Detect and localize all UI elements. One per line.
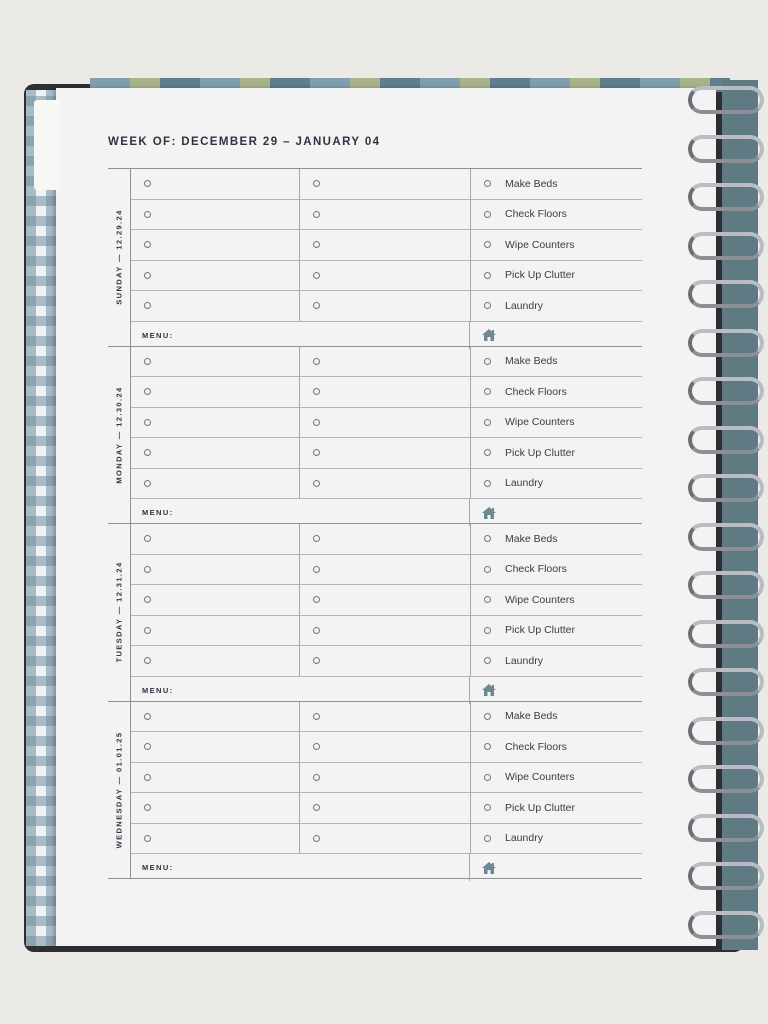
circle-bullet-icon[interactable]: [313, 358, 320, 365]
chore-cell[interactable]: [471, 261, 642, 291]
day-section: [108, 168, 642, 346]
planner-row: [131, 702, 642, 733]
menu-row: [131, 854, 642, 881]
page-tab: [34, 100, 60, 190]
entry-cell[interactable]: [131, 169, 300, 199]
chore-cell[interactable]: [471, 793, 642, 823]
entry-cell[interactable]: [131, 763, 300, 793]
day-label-column: [108, 347, 131, 524]
chore-cell[interactable]: [471, 555, 642, 585]
circle-bullet-icon[interactable]: [313, 566, 320, 573]
spiral-ring: [688, 377, 764, 405]
planner-row: [131, 169, 642, 200]
circle-bullet-icon[interactable]: [313, 535, 320, 542]
chore-cell[interactable]: [471, 438, 642, 468]
planner-row: [131, 438, 642, 469]
chore-cell[interactable]: [471, 524, 642, 554]
entry-cell[interactable]: [300, 616, 471, 646]
circle-bullet-icon[interactable]: [313, 241, 320, 248]
spiral-ring: [688, 814, 764, 842]
entry-cell[interactable]: [131, 793, 300, 823]
entry-cell[interactable]: [300, 824, 471, 854]
spiral-ring: [688, 183, 764, 211]
chore-cell[interactable]: [471, 408, 642, 438]
entry-cell[interactable]: [131, 702, 300, 732]
chore-label: Wipe Counters: [505, 416, 575, 429]
planner-row: [131, 408, 642, 439]
chore-label: Laundry: [505, 477, 543, 490]
planner-row: [131, 793, 642, 824]
circle-bullet-icon[interactable]: [144, 388, 151, 395]
entry-cell[interactable]: [131, 408, 300, 438]
entry-cell[interactable]: [131, 585, 300, 615]
spiral-ring: [688, 717, 764, 745]
entry-cell[interactable]: [300, 702, 471, 732]
week-title: WEEK OF: DECEMBER 29 – JANUARY 04: [108, 136, 381, 148]
day-rows: [131, 169, 642, 346]
entry-cell[interactable]: [131, 200, 300, 230]
circle-bullet-icon[interactable]: [484, 449, 491, 456]
planner-row: [131, 616, 642, 647]
entry-cell[interactable]: [300, 230, 471, 260]
spiral-ring: [688, 135, 764, 163]
chore-label: Wipe Counters: [505, 238, 575, 251]
circle-bullet-icon[interactable]: [313, 774, 320, 781]
chore-cell[interactable]: [471, 230, 642, 260]
circle-bullet-icon[interactable]: [144, 713, 151, 720]
circle-bullet-icon[interactable]: [313, 480, 320, 487]
circle-bullet-icon[interactable]: [313, 627, 320, 634]
circle-bullet-icon[interactable]: [484, 713, 491, 720]
circle-bullet-icon[interactable]: [484, 835, 491, 842]
house-icon: [470, 854, 496, 881]
planner-row: [131, 291, 642, 322]
entry-cell[interactable]: [131, 261, 300, 291]
entry-cell[interactable]: [131, 646, 300, 676]
day-section: [108, 346, 642, 524]
chore-label: Check Floors: [505, 740, 567, 753]
planner-row: [131, 763, 642, 794]
circle-bullet-icon[interactable]: [144, 835, 151, 842]
chore-label: Pick Up Clutter: [505, 446, 576, 459]
planner-row: [131, 555, 642, 586]
chore-cell[interactable]: [471, 469, 642, 499]
chore-label: Laundry: [505, 654, 543, 667]
circle-bullet-icon[interactable]: [484, 241, 491, 248]
planner-row: [131, 230, 642, 261]
entry-cell[interactable]: [300, 438, 471, 468]
circle-bullet-icon[interactable]: [144, 774, 151, 781]
circle-bullet-icon[interactable]: [313, 272, 320, 279]
menu-label: MENU:: [131, 677, 470, 704]
chore-label: Wipe Counters: [505, 593, 575, 606]
chore-cell[interactable]: [471, 824, 642, 854]
entry-cell[interactable]: [300, 469, 471, 499]
spiral-ring: [688, 765, 764, 793]
chore-label: Wipe Counters: [505, 771, 575, 784]
circle-bullet-icon[interactable]: [313, 211, 320, 218]
circle-bullet-icon[interactable]: [313, 835, 320, 842]
planner-row: [131, 646, 642, 677]
chore-label: Check Floors: [505, 563, 567, 576]
circle-bullet-icon[interactable]: [144, 804, 151, 811]
circle-bullet-icon[interactable]: [484, 535, 491, 542]
house-icon: [470, 677, 496, 704]
circle-bullet-icon[interactable]: [484, 211, 491, 218]
spiral-ring: [688, 280, 764, 308]
circle-bullet-icon[interactable]: [313, 449, 320, 456]
planner-row: [131, 585, 642, 616]
chore-cell[interactable]: [471, 585, 642, 615]
entry-cell[interactable]: [300, 377, 471, 407]
menu-label: MENU:: [131, 322, 470, 349]
planner-row: [131, 732, 642, 763]
circle-bullet-icon[interactable]: [484, 388, 491, 395]
circle-bullet-icon[interactable]: [484, 743, 491, 750]
day-section: [108, 701, 642, 880]
planner-row: [131, 824, 642, 855]
circle-bullet-icon[interactable]: [144, 180, 151, 187]
chore-label: Make Beds: [505, 177, 558, 190]
circle-bullet-icon[interactable]: [313, 713, 320, 720]
planner-row: [131, 377, 642, 408]
entry-cell[interactable]: [300, 169, 471, 199]
circle-bullet-icon[interactable]: [313, 180, 320, 187]
spiral-ring: [688, 426, 764, 454]
menu-label: MENU:: [131, 854, 470, 881]
circle-bullet-icon[interactable]: [484, 272, 491, 279]
chore-cell[interactable]: [471, 702, 642, 732]
circle-bullet-icon[interactable]: [484, 480, 491, 487]
circle-bullet-icon[interactable]: [313, 302, 320, 309]
spiral-ring: [688, 862, 764, 890]
circle-bullet-icon[interactable]: [313, 419, 320, 426]
circle-bullet-icon[interactable]: [144, 211, 151, 218]
circle-bullet-icon[interactable]: [484, 566, 491, 573]
weekly-planner-grid: [108, 168, 642, 879]
circle-bullet-icon[interactable]: [144, 358, 151, 365]
circle-bullet-icon[interactable]: [313, 743, 320, 750]
chore-label: Pick Up Clutter: [505, 624, 576, 637]
chore-label: Check Floors: [505, 208, 567, 221]
circle-bullet-icon[interactable]: [313, 657, 320, 664]
circle-bullet-icon[interactable]: [144, 535, 151, 542]
spiral-ring: [688, 620, 764, 648]
entry-cell[interactable]: [300, 291, 471, 321]
entry-cell[interactable]: [300, 646, 471, 676]
chore-label: Laundry: [505, 832, 543, 845]
spiral-ring: [688, 232, 764, 260]
chore-cell[interactable]: [471, 646, 642, 676]
spiral-ring: [688, 86, 764, 114]
circle-bullet-icon[interactable]: [313, 596, 320, 603]
chore-cell[interactable]: [471, 616, 642, 646]
planner-row: [131, 469, 642, 500]
chore-label: Pick Up Clutter: [505, 801, 576, 814]
circle-bullet-icon[interactable]: [484, 774, 491, 781]
chore-label: Make Beds: [505, 710, 558, 723]
entry-cell[interactable]: [300, 585, 471, 615]
menu-row: [131, 677, 642, 704]
circle-bullet-icon[interactable]: [144, 302, 151, 309]
entry-cell[interactable]: [131, 438, 300, 468]
day-section: [108, 523, 642, 701]
circle-bullet-icon[interactable]: [484, 627, 491, 634]
chore-cell[interactable]: [471, 291, 642, 321]
planner-row: [131, 524, 642, 555]
chore-label: Make Beds: [505, 532, 558, 545]
entry-cell[interactable]: [300, 732, 471, 762]
entry-cell[interactable]: [300, 555, 471, 585]
entry-cell[interactable]: [300, 261, 471, 291]
house-icon: [470, 322, 496, 349]
day-label-column: [108, 524, 131, 701]
circle-bullet-icon[interactable]: [484, 804, 491, 811]
house-icon: [470, 499, 496, 526]
day-rows: [131, 702, 642, 879]
spiral-ring: [688, 523, 764, 551]
circle-bullet-icon[interactable]: [484, 596, 491, 603]
spiral-ring: [688, 571, 764, 599]
chore-cell[interactable]: [471, 763, 642, 793]
entry-cell[interactable]: [131, 824, 300, 854]
circle-bullet-icon[interactable]: [144, 241, 151, 248]
circle-bullet-icon[interactable]: [144, 272, 151, 279]
day-label: SUNDAY — 12.29.24: [114, 209, 124, 306]
entry-cell[interactable]: [300, 524, 471, 554]
entry-cell[interactable]: [300, 793, 471, 823]
menu-row: [131, 322, 642, 349]
circle-bullet-icon[interactable]: [313, 388, 320, 395]
circle-bullet-icon[interactable]: [484, 657, 491, 664]
chore-cell[interactable]: [471, 169, 642, 199]
circle-bullet-icon[interactable]: [313, 804, 320, 811]
circle-bullet-icon[interactable]: [144, 419, 151, 426]
entry-cell[interactable]: [131, 524, 300, 554]
planner-row: [131, 200, 642, 231]
day-label: TUESDAY — 12.31.24: [114, 561, 124, 663]
spiral-ring: [688, 668, 764, 696]
spiral-ring: [688, 329, 764, 357]
chore-cell[interactable]: [471, 347, 642, 377]
circle-bullet-icon[interactable]: [484, 358, 491, 365]
menu-row: [131, 499, 642, 526]
entry-cell[interactable]: [131, 347, 300, 377]
circle-bullet-icon[interactable]: [144, 480, 151, 487]
circle-bullet-icon[interactable]: [144, 566, 151, 573]
planner-row: [131, 347, 642, 378]
chore-cell[interactable]: [471, 377, 642, 407]
chore-label: Make Beds: [505, 355, 558, 368]
day-label-column: [108, 702, 131, 879]
chore-label: Check Floors: [505, 385, 567, 398]
day-rows: [131, 524, 642, 701]
circle-bullet-icon[interactable]: [144, 449, 151, 456]
spiral-ring: [688, 911, 764, 939]
menu-label: MENU:: [131, 499, 470, 526]
entry-cell[interactable]: [300, 200, 471, 230]
chore-label: Pick Up Clutter: [505, 269, 576, 282]
entry-cell[interactable]: [131, 291, 300, 321]
day-rows: [131, 347, 642, 524]
circle-bullet-icon[interactable]: [484, 419, 491, 426]
circle-bullet-icon[interactable]: [484, 180, 491, 187]
entry-cell[interactable]: [300, 408, 471, 438]
day-label: WEDNESDAY — 01.01.25: [114, 731, 124, 849]
chore-label: Laundry: [505, 299, 543, 312]
chore-cell[interactable]: [471, 200, 642, 230]
circle-bullet-icon[interactable]: [144, 743, 151, 750]
circle-bullet-icon[interactable]: [144, 657, 151, 664]
spiral-ring: [688, 474, 764, 502]
circle-bullet-icon[interactable]: [144, 596, 151, 603]
day-label: MONDAY — 12.30.24: [114, 386, 124, 484]
chore-cell[interactable]: [471, 732, 642, 762]
day-label-column: [108, 169, 131, 346]
circle-bullet-icon[interactable]: [484, 302, 491, 309]
entry-cell[interactable]: [131, 377, 300, 407]
entry-cell[interactable]: [131, 230, 300, 260]
entry-cell[interactable]: [300, 347, 471, 377]
circle-bullet-icon[interactable]: [144, 627, 151, 634]
spiral-binding: [684, 80, 768, 960]
entry-cell[interactable]: [131, 732, 300, 762]
entry-cell[interactable]: [131, 555, 300, 585]
entry-cell[interactable]: [131, 616, 300, 646]
entry-cell[interactable]: [300, 763, 471, 793]
entry-cell[interactable]: [131, 469, 300, 499]
planner-row: [131, 261, 642, 292]
